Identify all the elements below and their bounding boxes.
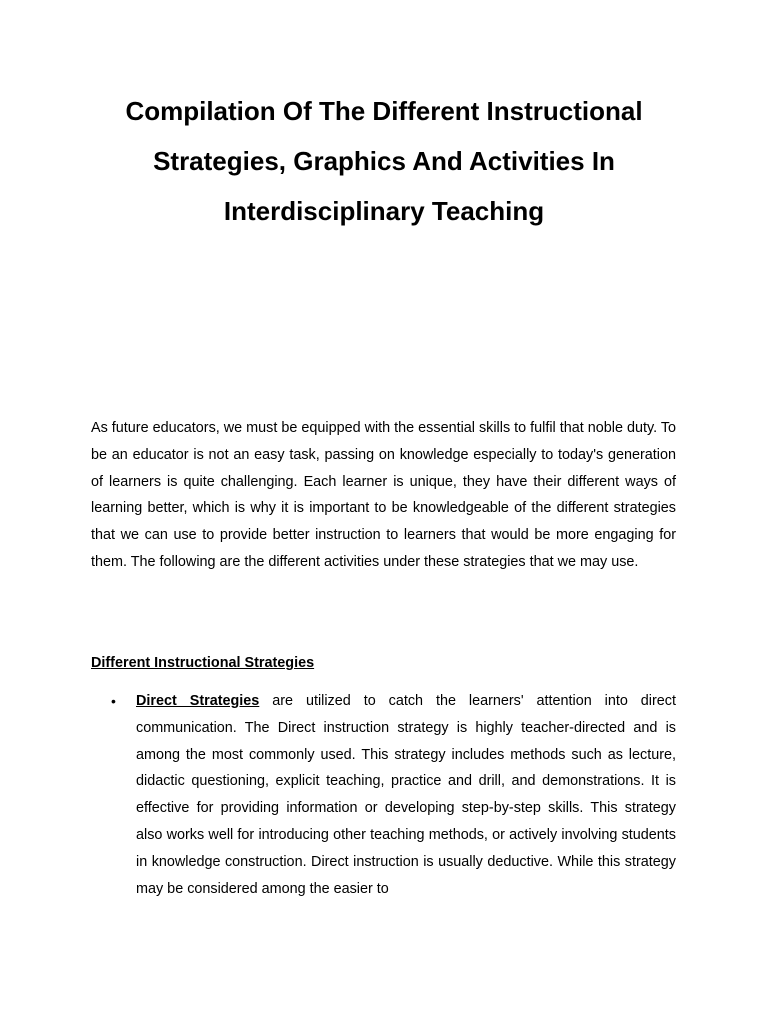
intro-paragraph: As future educators, we must be equipped with the essential skills to fulfil that noble duty. To be an educator is not an easy task, passing on knowledge especially to today's generation of learners is quite challenging. Each learner is unique, they have their different ways of learning better, which is why it is important to be knowledgeable of the different strategies that we can use to provide better instruction to learners that would be more engaging for them. The following are the different activities under these strategies that we may use. xyxy=(91,420,677,570)
document-title: Compilation Of The Different Instructional Strategies, Graphics And Activities In Interdisciplinary Teaching xyxy=(125,96,643,226)
bullet-icon: • xyxy=(111,693,116,709)
strategy-description: are utilized to catch the learners' attention into direct communication. The Direct instruction strategy is highly teacher-directed and is among the most commonly used. This strategy includes methods such as lecture, didactic questioning, explicit teaching, practice and drill, and demonstrations. It is effective for providing information or developing step-by-step skills. This strategy also works well for introducing other teaching methods, or actively involving students in knowledge construction. Direct instruction is usually deductive. While this strategy may be considered among the easier to xyxy=(136,693,676,897)
section-heading: Different Instructional Strategies xyxy=(91,655,315,671)
strategy-term: Direct Strategies xyxy=(136,693,260,709)
list-item xyxy=(91,688,676,902)
strategy-list xyxy=(91,688,676,902)
